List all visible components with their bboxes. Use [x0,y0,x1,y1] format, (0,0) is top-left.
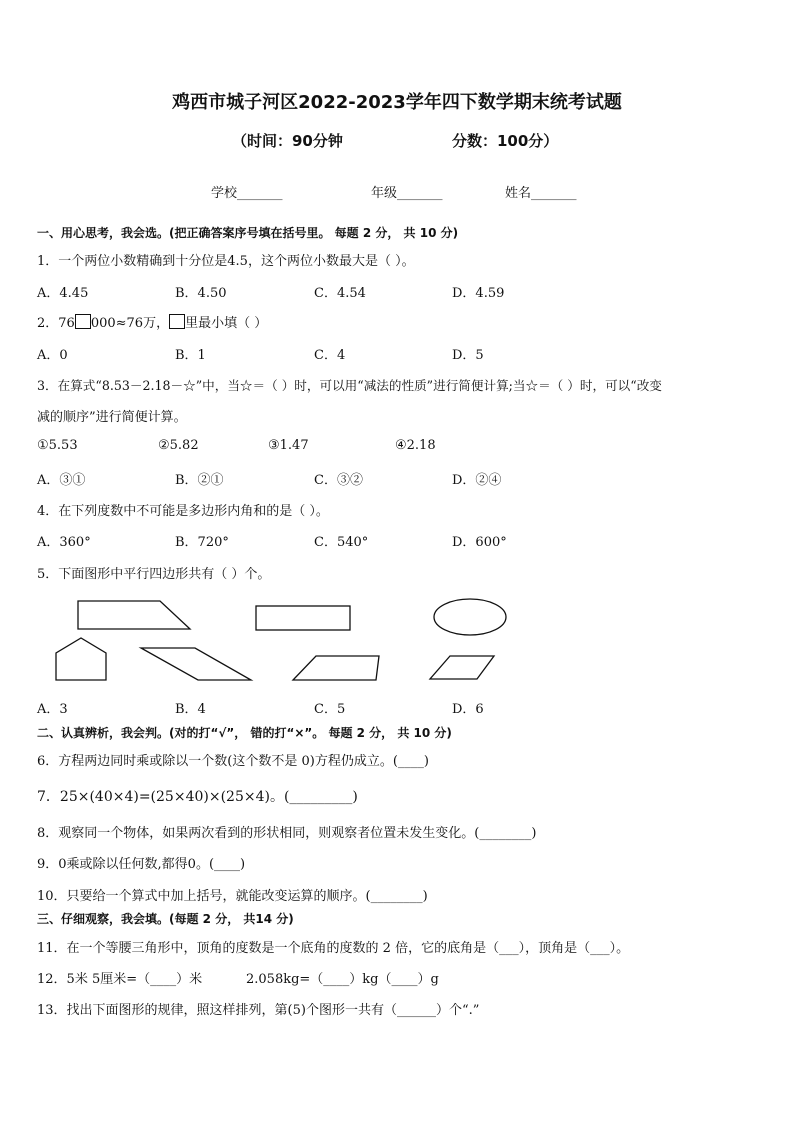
q2-option-b: B．1 [175,348,206,363]
question-1: 1．一个两位小数精确到十分位是4.5，这个两位小数最大是（ ）。 [37,254,415,269]
q1-option-a: A．4.45 [37,286,89,301]
question-2 [37,312,267,331]
grade-field: 年级_______ [371,186,443,201]
question-3-line-2: 减的顺序”进行简便计算。 [37,410,187,425]
parallelogram-shape-2 [293,656,379,680]
question-3-line-1: 3．在算式“8.53－2.18－☆”中，当☆＝（ ）时，可以用“减法的性质”进行简便计算;当☆＝（ ）时，可以“改变 [37,378,662,393]
q5-option-d: D．6 [452,702,484,717]
section-2-heading: 二、认真辨析，我会判。(对的打“√”， 错的打“×”。 每题 2 分， 共 10 分) [37,726,452,740]
q4-option-b: B．720° [175,535,229,550]
q3-choice-4: ④2.18 [395,438,436,453]
parallelogram-shape-1 [141,648,251,680]
question-7: 7．25×(40×4)=(25×40)×(25×4)。(_________) [37,789,358,805]
q5-option-a: A．3 [37,702,68,717]
question-11: 11．在一个等腰三角形中，顶角的度数是一个底角的度数的 2 倍，它的底角是（___），顶角是（___）。 [37,941,630,956]
q2-option-d: D．5 [452,348,484,363]
ellipse-shape [434,599,506,635]
q1-option-c: C．4.54 [314,286,366,301]
parallelogram-shape-3 [430,656,494,679]
q3-option-a: A．③① [37,473,86,488]
question-12-part-2: 2.058kg=（____）kg（____）g [246,972,439,987]
q4-option-d: D．600° [452,535,507,550]
q5-option-b: B．4 [175,702,206,717]
q2-text-end: 里最小填（ ） [185,316,268,331]
q4-option-a: A．360° [37,535,91,550]
trapezoid-shape [78,601,190,629]
q3-option-d: D．②④ [452,473,502,488]
q3-choice-3: ③1.47 [268,438,309,453]
question-12-part-1: 12．5米 5厘米=（____）米 [37,972,203,987]
q3-choice-2: ②5.82 [158,438,199,453]
page-title: 鸡西市城子河区2022-2023学年四下数学期末统考试题 [172,92,622,113]
q1-option-d: D．4.59 [452,286,505,301]
q2-option-c: C．4 [314,348,346,363]
question-5: 5．下面图形中平行四边形共有（ ）个。 [37,567,271,582]
section-3-heading: 三、仔细观察，我会填。(每题 2 分， 共14 分) [37,912,294,926]
q2-text-start: 2．76 [37,316,75,331]
school-field: 学校_______ [211,186,283,201]
q5-option-c: C．5 [314,702,346,717]
question-4: 4．在下列度数中不可能是多边形内角和的是（ ）。 [37,504,329,519]
question-8: 8．观察同一个物体，如果两次看到的形状相同，则观察者位置未发生变化。(________) [37,826,537,841]
question-9: 9．0乘或除以任何数,都得0。(____) [37,857,246,872]
q1-option-b: B．4.50 [175,286,227,301]
rectangle-shape [256,606,350,630]
q3-option-b: B．②① [175,473,224,488]
question-6: 6．方程两边同时乘或除以一个数(这个数不是 0)方程仍成立。(____) [37,754,429,769]
q3-option-c: C．③② [314,473,363,488]
blank-box [169,314,185,329]
q3-choice-1: ①5.53 [37,438,78,453]
question-10: 10．只要给一个算式中加上括号，就能改变运算的顺序。(________) [37,889,428,904]
exam-score: 分数：100分） [452,132,559,150]
q2-option-a: A．0 [37,348,68,363]
blank-box [75,314,91,329]
q2-text-middle: 000≈76万， [90,316,170,331]
exam-time: （时间：90分钟 [232,132,343,150]
q4-option-c: C．540° [314,535,369,550]
name-field: 姓名_______ [505,186,577,201]
question-13: 13．找出下面图形的规律，照这样排列，第(5)个图形一共有（______）个“.” [37,1003,480,1018]
section-1-heading: 一、用心思考，我会选。(把正确答案序号填在括号里。 每题 2 分， 共 10 分) [37,226,459,240]
pentagon-shape [56,638,106,680]
